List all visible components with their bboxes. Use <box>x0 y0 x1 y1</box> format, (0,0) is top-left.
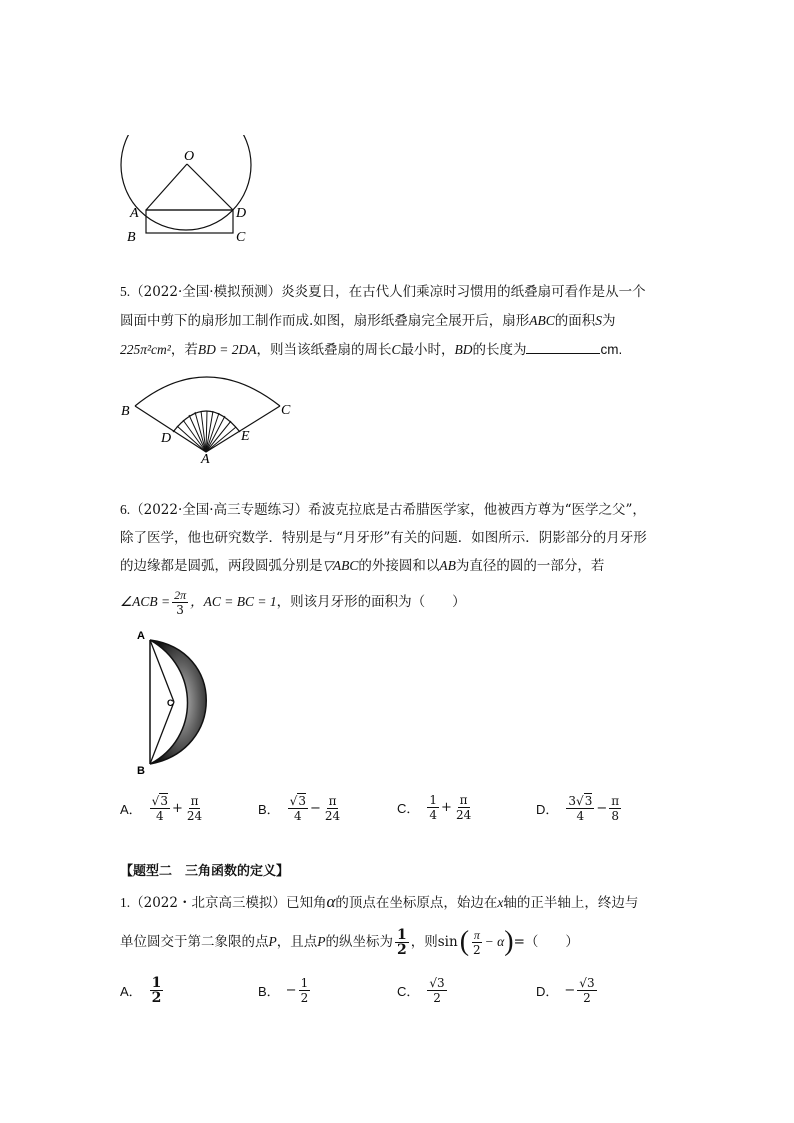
q6-option-a-den2: 24 <box>186 808 203 823</box>
q6-option-c[interactable] <box>397 793 475 822</box>
q1-option-d[interactable] <box>536 976 599 1005</box>
q6-source: （2022·全国·高三专题练习） <box>130 502 309 518</box>
label-o: O <box>184 149 195 164</box>
q1-option-d-frac <box>577 976 596 1005</box>
q1-option-c-key: C． <box>397 984 420 999</box>
q1-line2-e: =（ ） <box>513 934 579 950</box>
q6-option-c-sign: + <box>441 800 452 815</box>
q6-option-d-radicand: 3 <box>584 794 593 808</box>
q6-option-a-pi: π <box>190 793 199 808</box>
fan-label-e: E <box>241 429 250 444</box>
q1-option-a-num: 1 <box>151 975 162 991</box>
q1-pi-den: 2 <box>473 942 481 957</box>
q1-line2-d: ，则 <box>410 934 438 950</box>
fan-label-b: B <box>121 404 130 419</box>
q6-option-c-frac2 <box>454 793 473 822</box>
q6-triangle: ▽ABC <box>322 558 359 573</box>
q5-line1 <box>120 282 646 302</box>
q6-line2-text: 除了医学，他也研究数学．特别是与“月牙形”有关的问题．如图所示．阴影部分的月牙形 <box>120 530 647 546</box>
figure-circle-chord <box>110 135 260 250</box>
q1-option-d-den: 2 <box>583 991 591 1005</box>
q6-option-d[interactable] <box>536 793 623 823</box>
q6-option-b-pi: π <box>328 793 337 808</box>
q6-line3-mid: 的外接圆和以 <box>358 558 440 574</box>
q6-option-a-den1: 4 <box>156 809 164 823</box>
q1-option-c-den: 2 <box>433 991 441 1005</box>
q5-line2-tail2: 为 <box>602 313 616 329</box>
q6-cond: ，AC = BC = 1 <box>190 594 277 609</box>
figure-folding-fan <box>115 360 300 465</box>
q1-line1-b: 的顶点在坐标原点，始边在 <box>335 895 498 911</box>
lune-label-a: A <box>137 630 145 642</box>
lune-label-b: B <box>137 765 145 777</box>
fan-outer-arc <box>135 377 280 406</box>
q1-option-b-num: 1 <box>300 976 309 990</box>
section-title: 【题型二 三角函数的定义】 <box>120 864 290 879</box>
segment-od <box>187 164 233 210</box>
q5-number: 5. <box>120 284 131 299</box>
lune-shaded-region <box>150 640 206 764</box>
q6-line1-text: 希波克拉底是古希腊医学家，他被西方尊为“医学之父”， <box>308 502 646 518</box>
q6-option-a-frac1: $\frac{√3}{4}$ <box>151 794 168 823</box>
q6-option-b[interactable] <box>258 793 344 823</box>
q6-option-d-pi: π <box>611 793 620 808</box>
q1-p1: P <box>268 934 277 949</box>
q6-line3-text: 的边缘都是圆弧，两段圆弧分别是 <box>120 558 323 574</box>
segment-oa <box>146 164 187 210</box>
q6-option-b-frac2 <box>323 794 342 823</box>
q6-line4 <box>120 587 466 617</box>
q1-p2: P <box>317 934 326 949</box>
q1-line2-b: ，且点 <box>276 934 318 950</box>
fan-label-a: A <box>201 452 210 465</box>
q1-option-d-sign: − <box>564 983 576 998</box>
q1-half-fraction <box>395 928 409 957</box>
q6-angle-fraction <box>172 588 188 617</box>
q1-paren-open: ( <box>459 926 470 957</box>
q5-rest3: 的长度为 <box>472 342 527 358</box>
q1-line2-c: 的纵坐标为 <box>325 934 393 950</box>
q6-rest: ，则该月牙形的面积为（ ） <box>276 594 466 610</box>
q1-line1-c: 轴的正半轴上，终边与 <box>503 895 639 911</box>
q6-option-b-frac1: $\frac{√3}{4}$ <box>289 794 306 823</box>
q1-option-b-frac <box>299 976 311 1005</box>
q5-eq: BD = 2DA <box>197 342 257 357</box>
label-c: C <box>236 230 246 245</box>
q5-unit: cm. <box>600 342 623 357</box>
q1-option-a-key: A． <box>120 984 142 999</box>
label-d: D <box>236 206 247 221</box>
q5-s: S <box>595 313 603 328</box>
q6-option-c-den2: 24 <box>455 808 472 822</box>
q6-option-c-frac1 <box>427 793 439 822</box>
q1-line2 <box>120 924 579 960</box>
q1-number: 1. <box>120 895 131 910</box>
q1-source: （2022・北京高三模拟） <box>130 895 286 911</box>
q6-option-a[interactable] <box>120 793 206 823</box>
q1-option-b-den: 2 <box>300 991 309 1005</box>
q5-bd: BD <box>454 342 473 357</box>
lune-label-c: C <box>167 698 174 708</box>
q6-option-a-key: A． <box>120 801 142 817</box>
q6-option-c-num1: 1 <box>429 793 438 807</box>
q1-option-b[interactable] <box>258 976 312 1005</box>
label-b: B <box>127 230 136 245</box>
q1-option-c-num: √3 <box>429 976 445 990</box>
q6-line3-end: 为直径的圆的一部分，若 <box>455 558 605 574</box>
q6-option-c-pi: π <box>459 793 468 807</box>
q6-option-d-den1: 4 <box>576 809 585 823</box>
q5-line3 <box>120 339 622 360</box>
q5-rest2: 最小时， <box>400 342 455 358</box>
q1-line1 <box>120 892 638 913</box>
q5-line2-text: 圆面中剪下的扇形加工制作而成.如图，扇形纸叠扇完全展开后，扇形 <box>120 313 530 329</box>
q6-option-b-radicand: 3 <box>298 794 306 808</box>
q5-c: C <box>391 342 401 357</box>
q1-option-c[interactable] <box>397 976 449 1005</box>
q6-option-d-frac1: $\frac{3√3}{4}$ <box>568 794 593 823</box>
q1-line2-a: 单位圆交于第二象限的点 <box>120 934 269 950</box>
q6-frac-num: 2π <box>174 587 187 602</box>
q6-option-b-key: B． <box>258 801 280 817</box>
q6-option-a-frac2 <box>185 794 204 823</box>
q1-option-c-frac <box>427 976 446 1005</box>
q1-alpha: α <box>326 892 336 911</box>
q5-line1-text: 炎炎夏日，在古代人们乘凉时习惯用的纸叠扇可看作是从一个 <box>281 284 646 300</box>
q5-rest: ，则当该纸叠扇的周长 <box>256 342 392 358</box>
q5-area: 225π²cm² <box>120 342 171 357</box>
q6-option-d-sign: − <box>596 800 608 816</box>
q1-option-b-key: B． <box>258 984 280 999</box>
q6-line2 <box>120 528 647 548</box>
q6-option-d-coef: 3 <box>568 794 577 808</box>
q6-option-c-den1: 4 <box>429 808 438 822</box>
q6-option-d-den2: 8 <box>611 808 619 823</box>
q1-pi-half-fraction <box>471 928 483 957</box>
q6-option-a-radicand: 3 <box>160 794 168 808</box>
fan-label-d: D <box>161 431 172 446</box>
fan-label-c: C <box>281 403 291 418</box>
fan-ribs <box>177 411 236 452</box>
q1-half-den: 2 <box>397 941 407 958</box>
q1-option-a-frac <box>150 976 164 1005</box>
q1-option-a-den: 2 <box>151 990 162 1006</box>
q6-option-b-sign: − <box>309 800 321 816</box>
q1-option-a[interactable] <box>120 976 165 1005</box>
q6-option-b-den1: 4 <box>294 809 302 823</box>
q5-cond: ，若 <box>170 342 198 358</box>
q6-option-b-den2: 24 <box>324 808 341 823</box>
q6-angle: ∠ACB = <box>120 594 171 609</box>
q1-half-num: 1 <box>397 926 407 943</box>
q6-option-d-frac2 <box>609 794 621 823</box>
q1-x: x <box>497 895 504 910</box>
q1-minus-alpha: − α <box>484 934 505 949</box>
q1-sin: sin <box>437 934 458 950</box>
q1-pi-num: π <box>473 927 480 942</box>
label-a: A <box>130 206 139 221</box>
q5-answer-blank[interactable] <box>526 339 600 354</box>
q5-line2 <box>120 311 616 331</box>
q6-line3 <box>120 556 604 576</box>
q6-option-a-sign: + <box>171 800 183 816</box>
q6-ab: AB <box>439 558 456 573</box>
q6-frac-den: 3 <box>176 602 184 617</box>
q1-option-b-sign: − <box>285 983 297 998</box>
figure-lune <box>130 628 220 778</box>
q1-line1-a: 已知角 <box>285 895 327 911</box>
q6-option-c-key: C． <box>397 801 420 816</box>
q1-option-d-num: √3 <box>579 976 595 990</box>
q1-option-d-key: D． <box>536 984 559 999</box>
q6-number: 6. <box>120 502 131 517</box>
q6-option-d-key: D． <box>536 801 559 817</box>
q1-paren-close: ) <box>504 926 514 957</box>
q6-line1 <box>120 500 646 520</box>
q5-source: （2022·全国·模拟预测） <box>130 284 282 300</box>
q5-line2-tail: 的面积 <box>554 313 596 329</box>
q5-abc: ABC <box>529 313 555 328</box>
